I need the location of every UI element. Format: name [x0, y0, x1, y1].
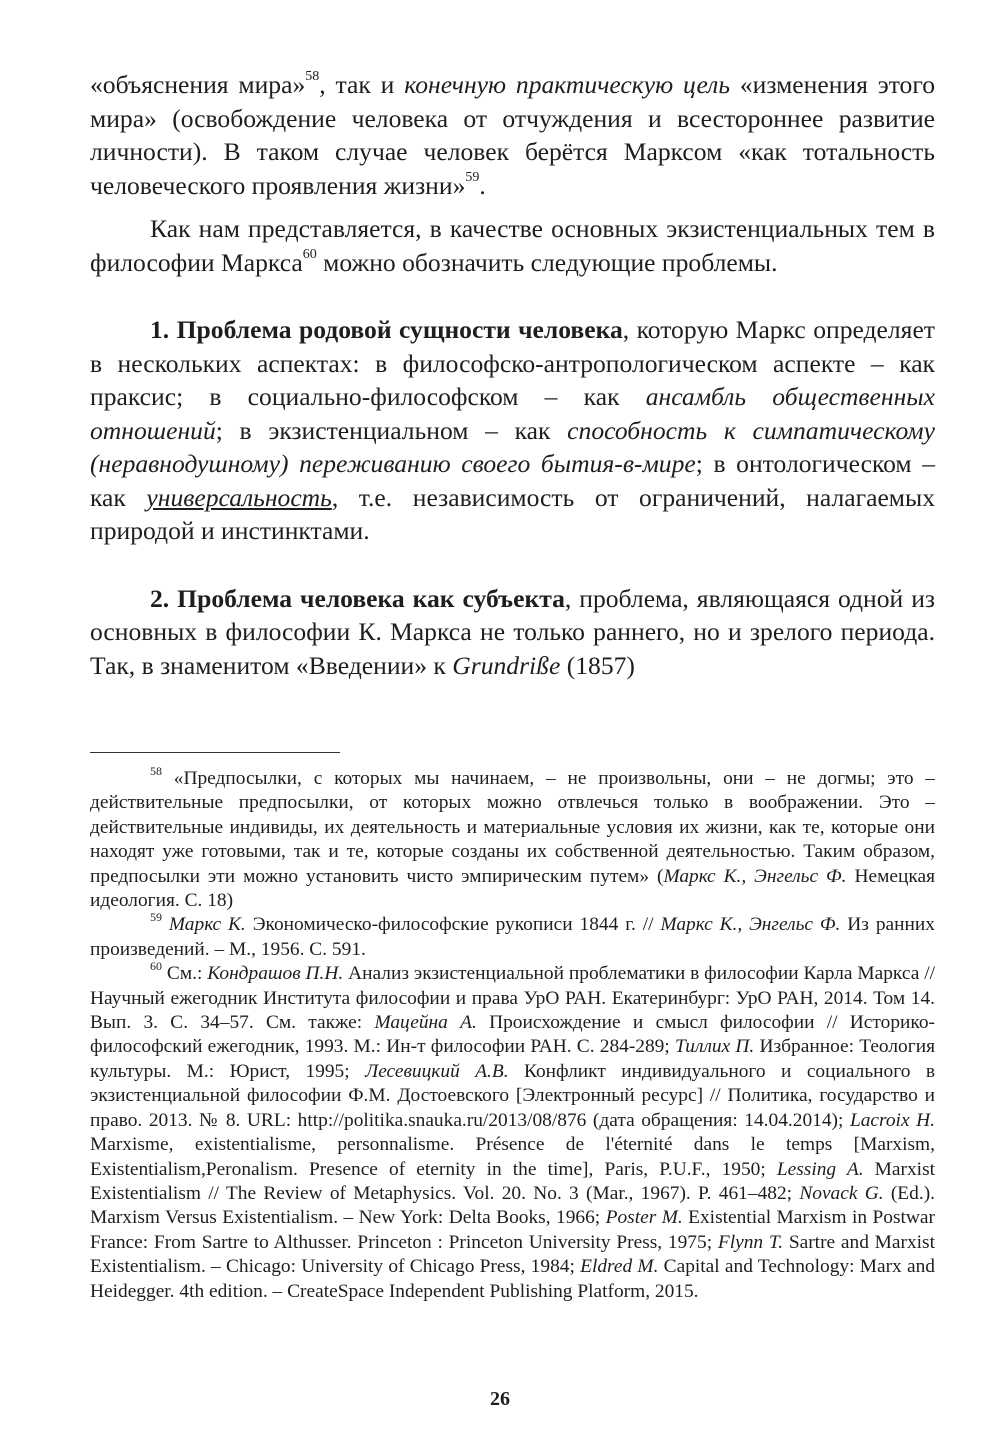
emphasis: Кондрашов П.Н. — [207, 963, 344, 985]
paragraph-3 — [90, 313, 935, 548]
emphasis: Маркс К., Энгельс Ф. — [663, 865, 847, 887]
text-run: Marxist Existentialism // The Review of Metaphysics. Vol. 20. No. 3 (Mar., 1967). P. 461–482; — [90, 1158, 936, 1204]
text-run: , проблема, являющаяся одной из основных в философии К. Маркса не только раннего, но и зрелого периода. Так, в знаменитом «Введении» к — [90, 583, 935, 680]
text-run: , которую Маркс определяет в нескольких аспектах: в философско-антропологическом аспекте – как праксис; в социально-философском – как — [90, 315, 935, 411]
paragraph-1 — [90, 68, 935, 202]
footnote-number: 59 — [150, 910, 162, 925]
text-run: ; в онтологическом – как — [90, 449, 936, 512]
emphasis: Lessing A. — [776, 1158, 864, 1180]
text-run: Немецкая идеология. С. 18) — [90, 865, 935, 912]
footnote-ref-60[interactable]: 60 — [302, 246, 317, 262]
text-run: , т.е. независимость от ограничений, налагаемых природой и инстинктами. — [90, 482, 935, 545]
text-run: Existential Marxism in Postwar France: From Sartre to Althusser. Princeton : Princeton University Press, 1975; — [90, 1207, 935, 1253]
text-run: (Ed.). Marxism Versus Existentialism. – New York: Delta Books, 1966; — [90, 1182, 935, 1229]
text-run: См.: — [162, 963, 208, 985]
text-run: Из ранних произведений. – М., 1956. С. 591. — [90, 914, 935, 960]
emphasis: Лесевицкий А.В. — [365, 1060, 509, 1082]
footnote-number: 60 — [150, 959, 162, 974]
text-run: Происхождение и смысл философии // Историко-философский ежегодник, 1993. М.: Ин-т философии РАН. С. 284-289; — [90, 1012, 935, 1058]
text-run: Избранное: Теология культуры. М.: Юрист, 1995; — [90, 1036, 935, 1082]
text-run: ; в экзистенциальном – как — [215, 415, 568, 445]
emphasis: способность к симпатическому (неравнодушному) переживанию своего бытия-в-мире — [90, 415, 935, 478]
paragraph-4 — [90, 582, 935, 683]
emphasis: Flynn T. — [717, 1231, 784, 1253]
emphasis: конечную практическую цель — [404, 70, 730, 99]
footnote-ref-58[interactable]: 58 — [305, 69, 320, 84]
emphasis: Novack G. — [799, 1182, 884, 1204]
footnote-ref-59[interactable]: 59 — [465, 169, 480, 185]
page-number: 26 — [490, 1388, 510, 1410]
emphasis: Poster M. — [605, 1207, 683, 1229]
text-run: Конфликт индивидуального и социального в экзистенциальной философии Ф.М. Достоевского [Электронный ресурс] // Политика, государство и право. 2013. № 8. URL: http://politika.snauka.ru/2013/08/876 (дата обращения: 14.04.2014); — [90, 1060, 935, 1131]
emphasis: Lacroix H. — [849, 1109, 935, 1131]
text-run: «Предпосылки, с которых мы начинаем, – не произвольны, они – не догмы; это – действительные предпосылки, от которых можно отвлечься только в воображении. Это – действительные индивиды, их деятельность и материальные условия их жизни, как те, которые они находят уже готовыми, так и те, которые созданы их собственной деятельностью. Таким образом, предпосылки эти можно установить чисто эмпирическим путем» ( — [90, 768, 935, 887]
text-run: . — [479, 170, 486, 200]
section-heading-2: 2. Проблема человека как субъекта — [150, 583, 565, 613]
emphasis: Маркс К. — [162, 914, 246, 936]
text-run: Marxisme, existentialisme, personnalisme. Présence de l'éternité dans le temps [Marxism, Existentialism,Peronalism. Presence of eternity in the time], Paris, P.U.F., 1950; — [90, 1134, 935, 1180]
section-heading-1: 1. Проблема родовой сущности человека — [150, 315, 623, 344]
emphasis: Мацейна А. — [374, 1012, 477, 1034]
text-run: Экономическо-философские рукописи 1844 г. // — [245, 914, 661, 936]
emphasis: Grundriße — [452, 650, 561, 680]
text-run: (1857) — [560, 650, 635, 680]
text-run: Как нам представляется, в качестве основных экзистенциальных тем в философии Маркса — [90, 214, 935, 277]
footnote-59 — [90, 910, 935, 962]
emphasis-underlined: универсальность — [146, 482, 332, 512]
emphasis: Eldred M. — [580, 1256, 659, 1278]
text-run: , так и — [319, 70, 405, 99]
emphasis: ансамбль общественных отношений — [90, 382, 935, 445]
footnote-60 — [90, 959, 936, 1304]
text-run: можно обозначить следующие проблемы. — [316, 247, 778, 277]
emphasis: Тиллих П. — [674, 1036, 755, 1058]
footnotes — [90, 764, 936, 1304]
footnote-separator — [90, 752, 340, 753]
text-run: «объяснения мира» — [90, 70, 306, 99]
document-page — [90, 68, 935, 1304]
text-run: Sartre and Marxist Existentialism. – Chicago: University of Chicago Press, 1984; — [90, 1231, 935, 1278]
main-text — [90, 68, 935, 682]
footnote-58 — [90, 764, 935, 913]
emphasis: Маркс К., Энгельс Ф. — [660, 914, 841, 936]
text-run: Capital and Technology: Marx and Heidegger. 4th edition. – CreateSpace Independent Publishing Platform, 2015. — [90, 1256, 935, 1302]
text-run: «изменения этого мира» (освобождение человека от отчуждения и всестороннее развитие личности). В таком случае человек берётся Марксом «как тотальность человеческого проявления жизни» — [90, 70, 935, 200]
text-run: Анализ экзистенциальной проблематики в философии Карла Маркса // Научный ежегодник Института философии и права УрО РАН. Екатеринбург: УрО РАН, 2014. Том 14. Вып. 3. С. 34–57. См. также: — [90, 963, 935, 1034]
paragraph-2 — [90, 212, 935, 279]
footnote-number: 58 — [150, 764, 162, 778]
